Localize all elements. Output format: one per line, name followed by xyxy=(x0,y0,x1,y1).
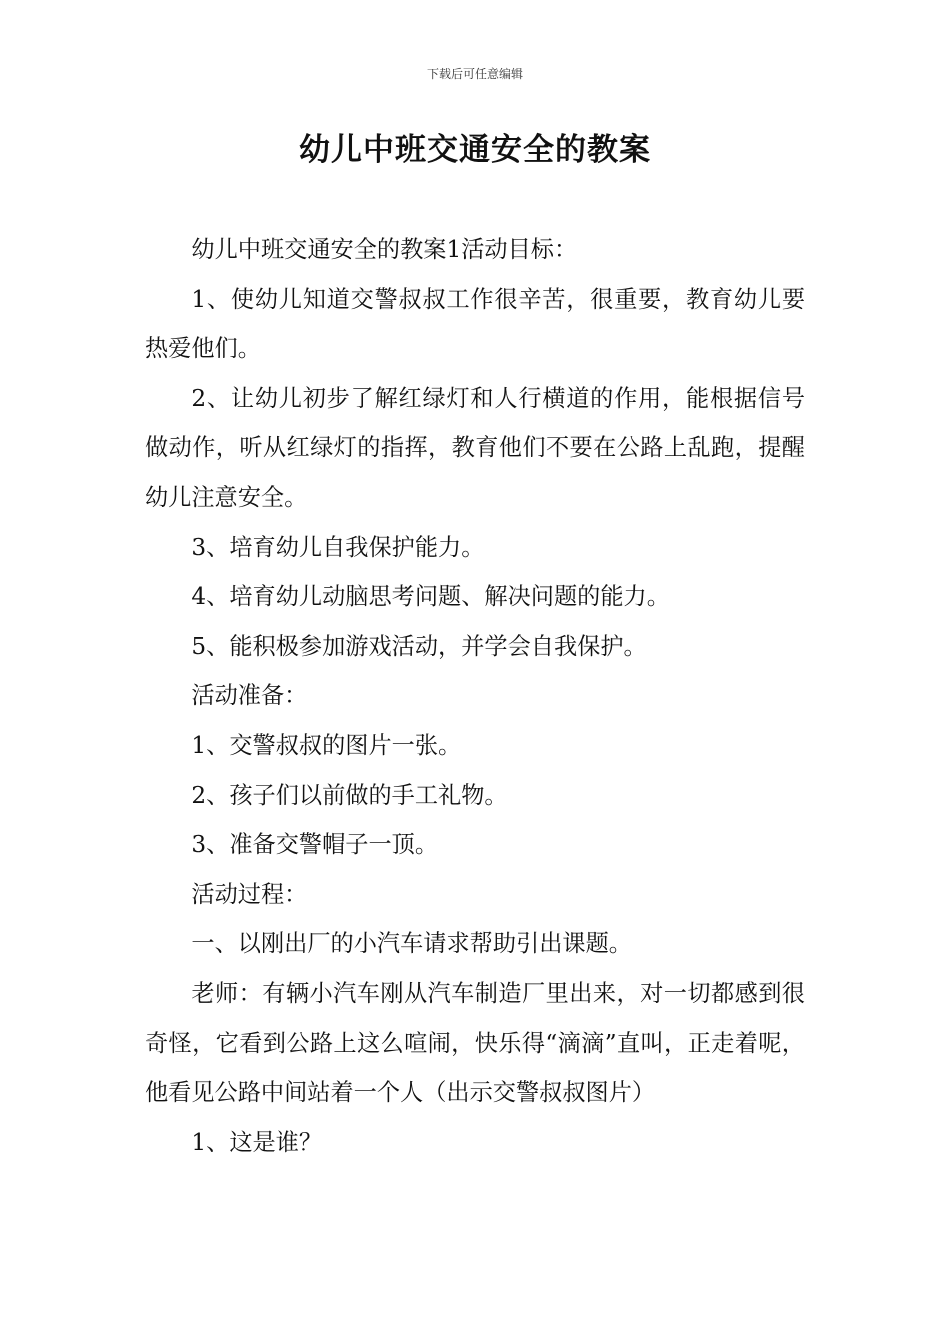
paragraph-objective-2: 2、让幼儿初步了解红绿灯和人行横道的作用，能根据信号做动作，听从红绿灯的指挥，教育他们不要在公路上乱跑，提醒幼儿注意安全。 xyxy=(145,384,805,511)
paragraph-objective-3: 3、培育幼儿自我保护能力。 xyxy=(191,533,485,561)
paragraph-preparation-1: 1、交警叔叔的图片一张。 xyxy=(191,731,462,759)
paragraph-objective-4: 4、培育幼儿动脑思考问题、解决问题的能力。 xyxy=(191,583,670,611)
paragraph-process-step-1: 一、以刚出厂的小汽车请求帮助引出课题。 xyxy=(191,930,632,958)
paragraph-objectives-heading: 幼儿中班交通安全的教案1活动目标： xyxy=(191,236,578,263)
paragraph-teacher-story: 老师：有辆小汽车刚从汽车制造厂里出来，对一切都感到很奇怪，它看到公路上这么喧闹，快乐得“滴滴”直叫，正走着呢，他看见公路中间站着一个人（出示交警叔叔图片） xyxy=(145,979,805,1107)
paragraph-question-1: 1、这是谁？ xyxy=(191,1128,323,1156)
paragraph-preparation-2: 2、孩子们以前做的手工礼物。 xyxy=(191,781,508,809)
document-body xyxy=(145,225,805,1167)
paragraph-preparation-heading: 活动准备： xyxy=(191,682,308,710)
paragraph-objective-1: 1、使幼儿知道交警叔叔工作很辛苦，很重要，教育幼儿要热爱他们。 xyxy=(145,285,805,363)
document-title: 幼儿中班交通安全的教案 xyxy=(299,132,651,168)
header-note: 下载后可任意编辑 xyxy=(426,67,523,81)
paragraph-process-heading: 活动过程： xyxy=(191,880,308,908)
paragraph-objective-5: 5、能积极参加游戏活动，并学会自我保护。 xyxy=(191,632,647,660)
paragraph-preparation-3: 3、准备交警帽子一顶。 xyxy=(191,831,439,859)
